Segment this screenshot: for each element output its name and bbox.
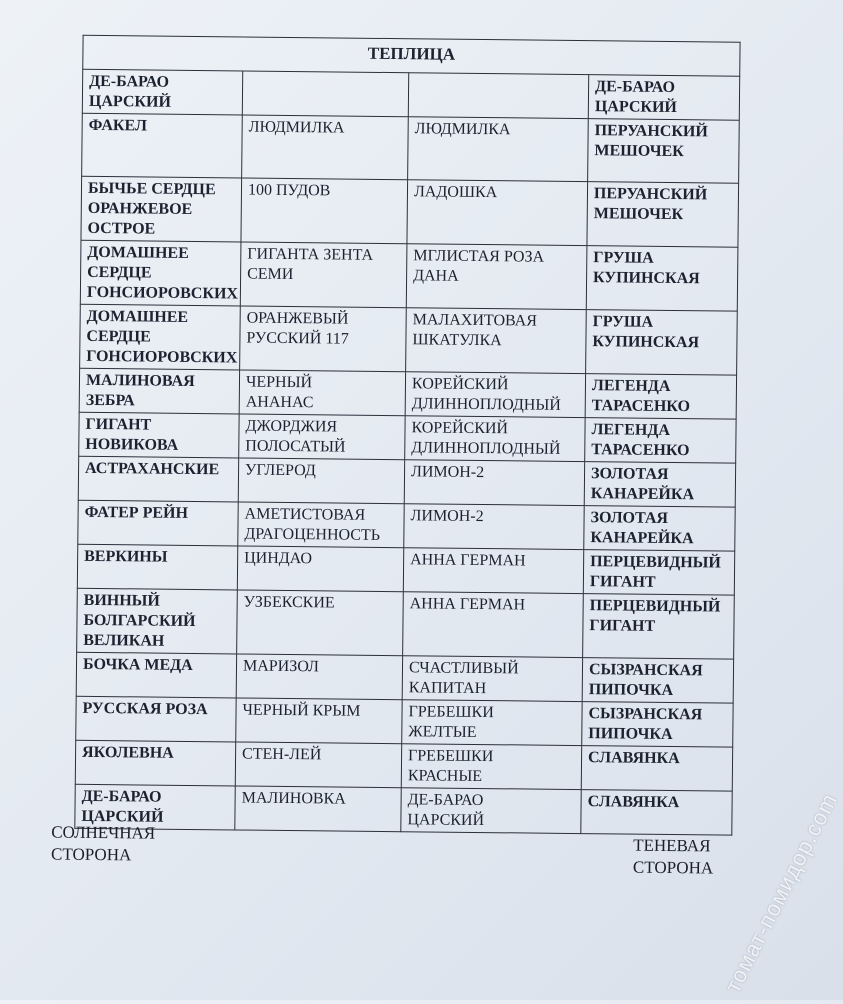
table-cell: ДОМАШНЕЕ СЕРДЦЕ ГОНСИОРОВСКИХ: [80, 240, 241, 306]
table-cell: ПЕРУАНСКИЙ МЕШОЧЕК: [588, 119, 740, 184]
table-cell: ГРЕБЕШКИ ЖЕЛТЫЕ: [402, 700, 582, 746]
table-cell: МАЛАХИТОВАЯ ШКАТУЛКА: [406, 308, 587, 374]
table-cell: РУССКАЯ РОЗА: [76, 696, 236, 742]
table-cell: КОРЕЙСКИЙ ДЛИННОПЛОДНЫЙ: [405, 416, 585, 462]
table-cell: ЛЕГЕНДА ТАРАСЕНКО: [585, 374, 736, 420]
table-row: [75, 784, 732, 835]
table-cell: ФАКЕЛ: [82, 113, 243, 178]
greenhouse-table-body: [75, 35, 740, 835]
table-cell: АСТРАХАНСКИЕ: [78, 456, 238, 502]
table-cell: АМЕТИСТОВАЯ ДРАГОЦЕННОСТЬ: [238, 502, 404, 548]
table-cell: ЧЕРНЫЙ КРЫМ: [236, 698, 402, 744]
table-cell: СЧАСТЛИВЫЙ КАПИТАН: [402, 656, 582, 702]
table-cell: ГРУША КУПИНСКАЯ: [586, 246, 738, 312]
table-cell: ЯКОЛЕВНА: [75, 740, 235, 786]
watermark-text: томат-помидор.com: [720, 789, 843, 997]
table-cell: ВЕРКИНЫ: [77, 544, 237, 590]
table-cell: БЫЧЬЕ СЕРДЦЕ ОРАНЖЕВОЕ ОСТРОЕ: [81, 176, 242, 242]
table-cell: [408, 73, 588, 119]
table-cell: ЛИМОН-2: [404, 504, 584, 550]
table-cell: ЦИНДАО: [237, 546, 403, 592]
table-cell: ГРЕБЕШКИ КРАСНЫЕ: [401, 744, 581, 790]
table-cell: СЛАВЯНКА: [581, 746, 732, 792]
table-cell: ПЕРЦЕВИДНЫЙ ГИГАНТ: [583, 550, 734, 596]
table-cell: СЫЗРАНСКАЯ ПИПОЧКА: [582, 702, 733, 748]
table-cell: ЛЮДМИЛКА: [242, 115, 409, 180]
table-cell: СЫЗРАНСКАЯ ПИПОЧКА: [582, 658, 733, 704]
shady-side-label: ТЕНЕВАЯ СТОРОНА: [632, 835, 714, 878]
table-cell: МАЛИНОВКА: [235, 786, 401, 832]
table-cell: ГИГАНТА ЗЕНТА СЕМИ: [240, 242, 407, 308]
table-cell: ЛИМОН-2: [404, 460, 584, 506]
table-cell: СТЕН-ЛЕЙ: [235, 742, 401, 788]
table-row: [82, 69, 739, 120]
table-title: ТЕПЛИЦА: [83, 35, 740, 76]
table-cell: ЛАДОШКА: [407, 180, 588, 246]
table-cell: ЗОЛОТАЯ КАНАРЕЙКА: [584, 462, 735, 508]
table-cell: ВИННЫЙ БОЛГАРСКИЙ ВЕЛИКАН: [77, 588, 238, 654]
table-cell: АННА ГЕРМАН: [403, 592, 584, 658]
table-row: [77, 588, 735, 659]
table-cell: ЗОЛОТАЯ КАНАРЕЙКА: [584, 506, 735, 552]
table-row: [75, 740, 732, 791]
table-cell: ДЕ-БАРАО ЦАРСКИЙ: [588, 75, 739, 121]
table-row: [80, 304, 738, 375]
table-row: [76, 696, 733, 747]
table-cell: ОРАНЖЕВЫЙ РУССКИЙ 117: [240, 306, 407, 372]
table-cell: ГРУША КУПИНСКАЯ: [586, 310, 738, 376]
table-cell: ГИГАНТ НОВИКОВА: [79, 412, 239, 458]
table-cell: ЧЕРНЫЙ АНАНАС: [239, 370, 405, 416]
table-row: [77, 544, 734, 595]
table-cell: [242, 71, 408, 117]
table-cell: УЗБЕКСКИЕ: [237, 590, 404, 656]
table-cell: АННА ГЕРМАН: [403, 548, 583, 594]
table-cell: ДЖОРДЖИЯ ПОЛОСАТЫЙ: [239, 414, 405, 460]
table-cell: ДЕ-БАРАО ЦАРСКИЙ: [401, 788, 581, 834]
table-cell: БОЧКА МЕДА: [76, 652, 236, 698]
table-cell: ДОМАШНЕЕ СЕРДЦЕ ГОНСИОРОВСКИХ: [80, 304, 241, 370]
table-row: [81, 176, 739, 247]
table-row: [79, 412, 736, 463]
table-cell: ЛЕГЕНДА ТАРАСЕНКО: [585, 418, 736, 464]
table-cell: ПЕРУАНСКИЙ МЕШОЧЕК: [587, 182, 739, 248]
table-cell: СЛАВЯНКА: [581, 790, 732, 836]
table-row: [79, 368, 736, 419]
table-cell: УГЛЕРОД: [238, 458, 404, 504]
table-cell: МГЛИСТАЯ РОЗА ДАНА: [406, 244, 587, 310]
table-row: [76, 652, 733, 703]
table-cell: ФАТЕР РЕЙН: [78, 500, 238, 546]
table-cell: ЛЮДМИЛКА: [408, 117, 589, 182]
sunny-side-label: СОЛНЕЧНАЯ СТОРОНА: [50, 822, 156, 865]
table-row: [78, 456, 735, 507]
table-row: [78, 500, 735, 551]
table-cell: МАРИЗОЛ: [236, 654, 402, 700]
table-cell: ДЕ-БАРАО ЦАРСКИЙ: [82, 69, 242, 115]
table-cell: КОРЕЙСКИЙ ДЛИННОПЛОДНЫЙ: [405, 372, 585, 418]
table-row: [80, 240, 738, 311]
table-cell: МАЛИНОВАЯ ЗЕБРА: [79, 368, 239, 414]
table-cell: 100 ПУДОВ: [241, 178, 408, 244]
greenhouse-table: [74, 35, 740, 836]
table-row: [82, 113, 740, 183]
table-cell: ДЕ-БАРАО ЦАРСКИЙ: [75, 784, 235, 830]
table-cell: ПЕРЦЕВИДНЫЙ ГИГАНТ: [583, 594, 735, 660]
